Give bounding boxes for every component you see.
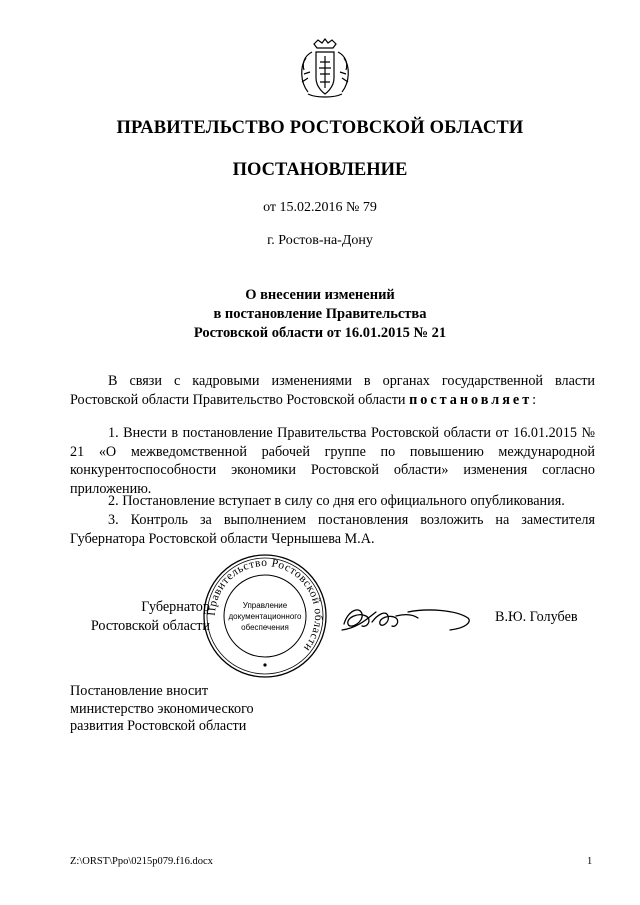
footer-file-path: Z:\ORST\Ppo\0215p079.f16.docx: [70, 856, 213, 867]
contributor-line: развития Ростовской области: [70, 718, 247, 734]
item-2-paragraph: 2. Постановление вступает в силу со дня его официального опубликования.: [108, 493, 565, 509]
stamp-inner-line: Управление: [242, 601, 288, 610]
item-3-paragraph: 3. Контроль за выполнением постановления возложить на заместителя Губернатора Ростовской области Чернышева М.А.: [70, 512, 595, 547]
signer-name: В.Ю. Голубев: [495, 609, 578, 625]
document-date-number: от 15.02.2016 № 79: [263, 200, 377, 215]
footer-page-number: 1: [587, 856, 593, 867]
document-city: г. Ростов-на-Дону: [267, 233, 373, 248]
signer-role-line: Ростовской области: [90, 617, 210, 634]
contributor-line: министерство экономического: [70, 700, 254, 717]
intro-paragraph: [70, 372, 595, 409]
signer-role-line: Губернатор: [141, 599, 210, 615]
document-subject: [0, 286, 640, 343]
subject-line: О внесении изменений: [245, 287, 395, 303]
contributor-block: [70, 683, 254, 736]
handwritten-signature: [338, 600, 476, 640]
subject-line: Ростовской области от 16.01.2015 № 21: [193, 325, 447, 341]
government-title: ПРАВИТЕЛЬСТВО РОСТОВСКОЙ ОБЛАСТИ: [116, 118, 524, 138]
intro-text: В связи с кадровыми изменениями в органах государственной власти Ростовской области Правительство Ростовской области: [70, 373, 595, 408]
signer-role: [70, 598, 210, 635]
stamp-outer-text: Правительство Ростовской области: [205, 556, 325, 654]
stamp-inner-line: обеспечения: [241, 623, 289, 632]
subject-line: в постановление Правительства: [213, 306, 427, 322]
decree-word: постановляет: [409, 391, 533, 408]
coat-of-arms-icon: [292, 38, 358, 104]
document-type: ПОСТАНОВЛЕНИЕ: [232, 160, 408, 180]
intro-end: :: [532, 391, 537, 408]
contributor-line: Постановление вносит: [70, 683, 209, 699]
official-stamp: [202, 553, 328, 679]
item-1-paragraph: 1. Внести в постановление Правительства Ростовской области от 16.01.2015 № 21 «О межведомственной рабочей группе по повышению международной конкурентоспособности экономики Ростовской области» изменения согласно приложению.: [70, 425, 595, 497]
stamp-inner-line: документационного: [228, 612, 302, 621]
